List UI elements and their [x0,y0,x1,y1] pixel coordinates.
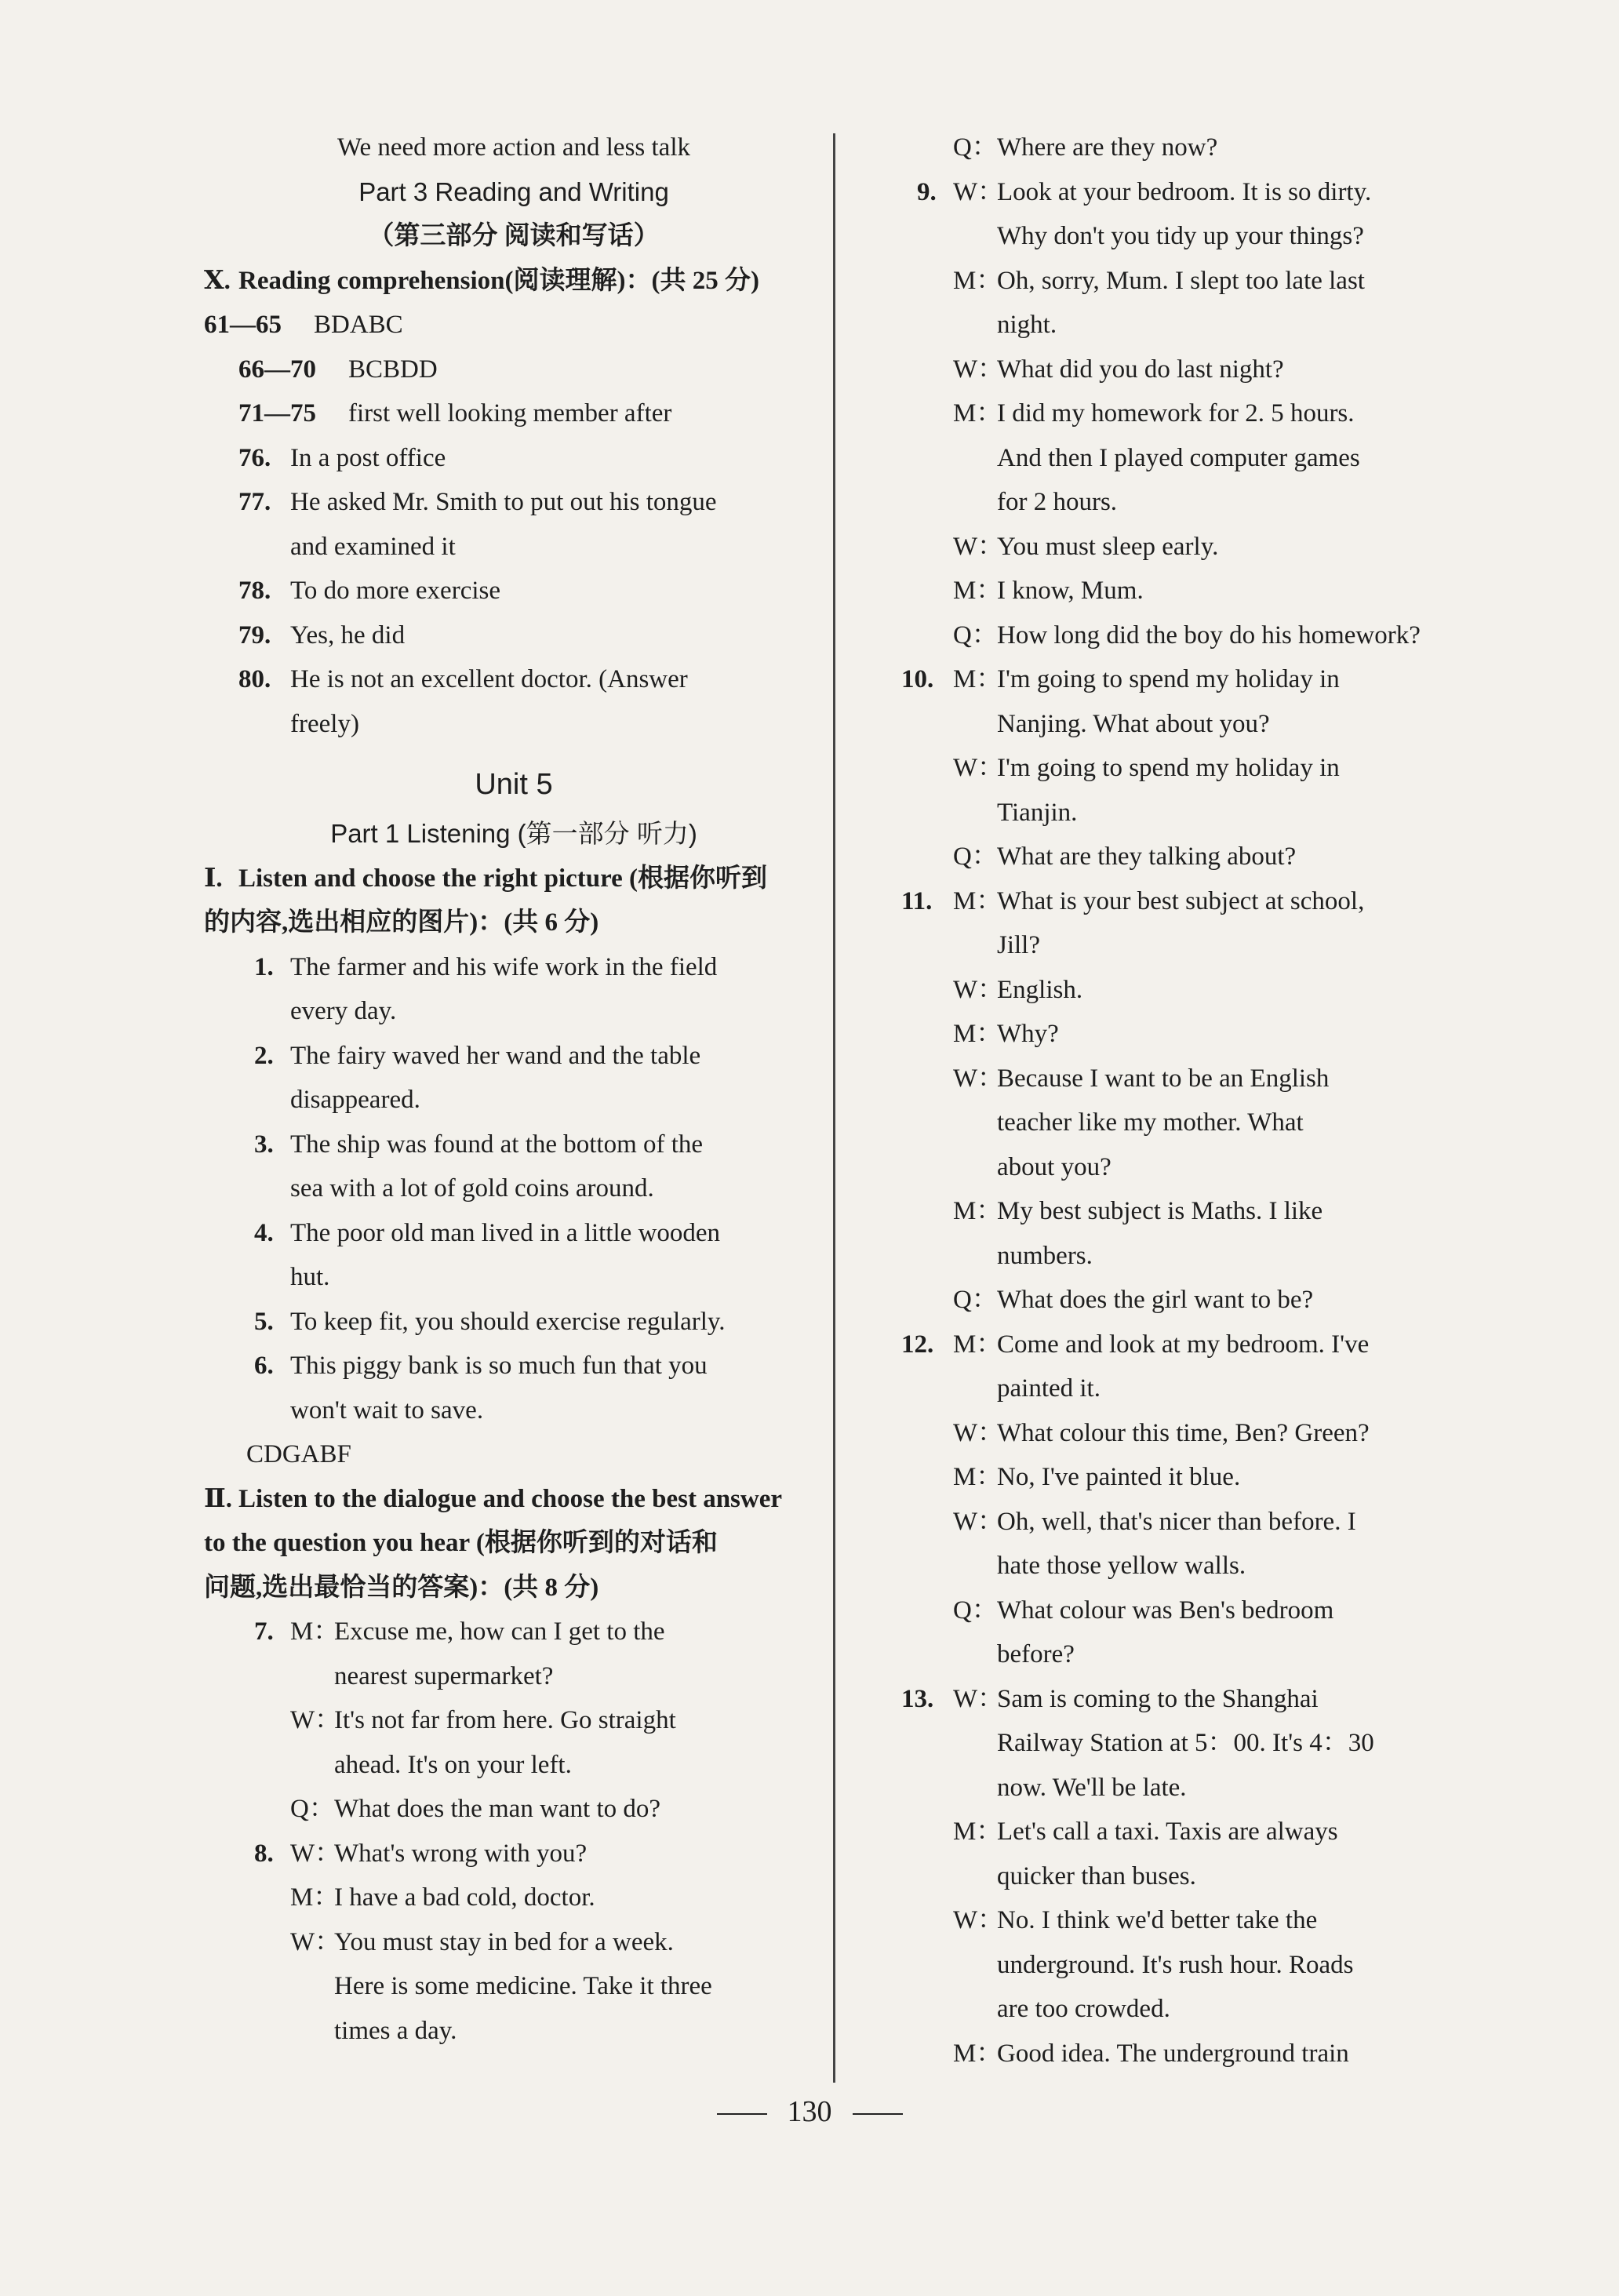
dialogue-9-line-4-cont: And then I played computer games [997,443,1360,472]
answer-77: 77. He asked Mr. Smith to put out his tongue [238,488,717,516]
dialogue-13-line-1-cont: Railway Station at 5：00. It's 4：30 [997,1729,1374,1757]
section-i-heading: Ⅰ. Listen and choose the right picture (根据你听到 [204,864,768,893]
part3-cn-heading: （第三部分 阅读和写话） [368,222,660,250]
page-number [0,2094,1619,2129]
dialogue-9-line-1-cont: Why don't you tidy up your things? [997,222,1364,250]
dialogue-13-line-3: W： No. I think we'd better take the [953,1906,1318,1934]
answer-80-cont: freely) [290,709,359,738]
dialogue-12-line-2: W： What colour this time, Ben? Green? [953,1418,1370,1447]
section-ii-heading-cont2: 问题,选出最恰当的答案)：(共 8 分) [204,1573,599,1602]
dialogue-7-question: Q： What does the man want to do? [290,1795,661,1823]
dialogue-10-line-2-cont: Tianjin. [997,798,1078,827]
picture-item-1-cont: every day. [290,997,397,1025]
dialogue-12-question: Q： What colour was Ben's bedroom [953,1596,1334,1625]
dialogue-11-question: Q： What does the girl want to be? [953,1286,1314,1314]
picture-item-4-cont: hut. [290,1263,330,1291]
answer-77-cont: and examined it [290,532,456,561]
part3-heading: Part 3 Reading and Writing [358,176,669,206]
section-x-heading: Ⅹ. Reading comprehension(阅读理解)：(共 25 分) [204,266,759,295]
dialogue-12-line-1-cont: painted it. [997,1374,1101,1403]
dialogue-11-line-1-cont: Jill? [997,931,1040,959]
dialogue-13-line-3-cont2: are too crowded. [997,1995,1170,2023]
dialogue-9-line-1: 9. W： Look at your bedroom. It is so dirty. [917,177,1372,206]
dialogue-11-line-2: W： English. [953,975,1083,1004]
dialogue-11-line-5-cont: numbers. [997,1241,1093,1270]
dialogue-12-question-cont: before? [997,1640,1075,1668]
dialogue-13-line-1: 13. W： Sam is coming to the Shanghai [901,1684,1319,1713]
dialogue-9-question: Q： How long did the boy do his homework? [953,620,1421,650]
section-i-heading-cont: 的内容,选出相应的图片)：(共 6 分) [204,908,599,937]
dialogue-9-line-5: W： You must sleep early. [953,532,1219,561]
dialogue-13-line-2-cont: quicker than buses. [997,1861,1196,1890]
answer-66-70: 66—70 BCBDD [238,355,438,384]
dialogue-8-question: Q： Where are they now? [953,133,1218,162]
dialogue-8-line-1: 8. W： What's wrong with you? [254,1839,588,1868]
right-column [867,126,1486,2076]
dialogue-13-line-2: M： Let's call a taxi. Taxis are always [953,1818,1338,1846]
dialogue-13-line-4: M： Good idea. The underground train [953,2039,1349,2068]
dialogue-7-line-1-cont: nearest supermarket? [334,1661,554,1690]
dialogue-12-line-1: 12. M： Come and look at my bedroom. I've [901,1330,1370,1359]
dialogue-9-line-2-cont: night. [997,311,1057,339]
dialogue-8-line-3-cont2: times a day. [334,2016,457,2045]
dialogue-9-line-6: M： I know, Mum. [953,577,1144,605]
dialogue-9-line-3: W： What did you do last night? [953,355,1284,384]
dialogue-12-line-3: M： No, I've painted it blue. [953,1463,1241,1491]
dialogue-11-line-4: W： Because I want to be an English [953,1064,1330,1093]
page-number-dash-right [853,2113,903,2115]
dialogue-8-line-3-cont: Here is some medicine. Take it three [334,1972,712,2000]
page-number-dash-left [717,2113,767,2115]
dialogue-7-line-1: 7. M： Excuse me, how can I get to the [254,1617,665,1646]
left-column [204,126,824,2053]
answer-78: 78. To do more exercise [238,577,500,605]
unit-title: Unit 5 [475,768,553,801]
answer-80: 80. He is not an excellent doctor. (Answer [238,665,688,693]
picture-item-3: 3. The ship was found at the bottom of the [254,1130,704,1159]
dialogue-12-line-4: W： Oh, well, that's nicer than before. I [953,1507,1356,1536]
answer-79: 79. Yes, he did [238,620,406,650]
picture-item-1: 1. The farmer and his wife work in the field [254,952,718,981]
section-ii-heading-cont: to the question you hear (根据你听到的对话和 [204,1529,718,1557]
dialogue-10-line-1-cont: Nanjing. What about you? [997,709,1270,738]
dialogue-11-line-5: M： My best subject is Maths. I like [953,1197,1323,1225]
answer-76: 76. In a post office [238,443,446,472]
dialogue-7-line-2: W： It's not far from here. Go straight [290,1706,676,1734]
dialogue-8-line-3: W： You must stay in bed for a week. [290,1927,674,1956]
section-i-answers: CDGABF [246,1440,351,1468]
column-divider [833,133,835,2083]
dialogue-11-line-3: M： Why? [953,1020,1059,1048]
dialogue-9-line-4: M： I did my homework for 2. 5 hours. [953,399,1355,428]
section-ii-heading: Ⅱ. Listen to the dialogue and choose the best answer [204,1484,783,1513]
picture-item-6-cont: won't wait to save. [290,1395,484,1425]
motto-line: We need more action and less talk [337,133,690,162]
dialogue-10-line-1: 10. M： I'm going to spend my holiday in [901,665,1340,693]
dialogue-11-line-4-cont: teacher like my mother. What [997,1108,1304,1137]
dialogue-11-line-1: 11. M： What is your best subject at school, [901,886,1365,915]
picture-item-6: 6. This piggy bank is so much fun that you [254,1352,708,1380]
dialogue-11-line-4-cont2: about you? [997,1152,1111,1181]
picture-item-2: 2. The fairy waved her wand and the table [254,1041,701,1070]
answer-71-75: 71—75 first well looking member after [238,399,672,428]
dialogue-12-line-4-cont: hate those yellow walls. [997,1552,1246,1580]
dialogue-7-line-2-cont: ahead. It's on your left. [334,1750,572,1779]
picture-item-4: 4. The poor old man lived in a little wooden [254,1218,721,1247]
dialogue-13-line-1-cont2: now. We'll be late. [997,1773,1187,1802]
page-number-text: 130 [787,2095,832,2128]
dialogue-13-line-3-cont: underground. It's rush hour. Roads [997,1950,1354,1979]
answer-61-65: 61—65 BDABC [204,311,403,339]
dialogue-10-line-2: W： I'm going to spend my holiday in [953,754,1340,782]
picture-item-2-cont: disappeared. [290,1086,420,1114]
dialogue-9-line-4-cont2: for 2 hours. [997,488,1118,516]
picture-item-5: 5. To keep fit, you should exercise regularly. [254,1307,726,1336]
dialogue-9-line-2: M： Oh, sorry, Mum. I slept too late last [953,266,1365,295]
picture-item-3-cont: sea with a lot of gold coins around. [290,1174,654,1203]
part1-heading: Part 1 Listening (第一部分 听力) [330,819,697,848]
dialogue-10-question: Q： What are they talking about? [953,842,1297,871]
dialogue-8-line-2: M： I have a bad cold, doctor. [290,1883,595,1912]
